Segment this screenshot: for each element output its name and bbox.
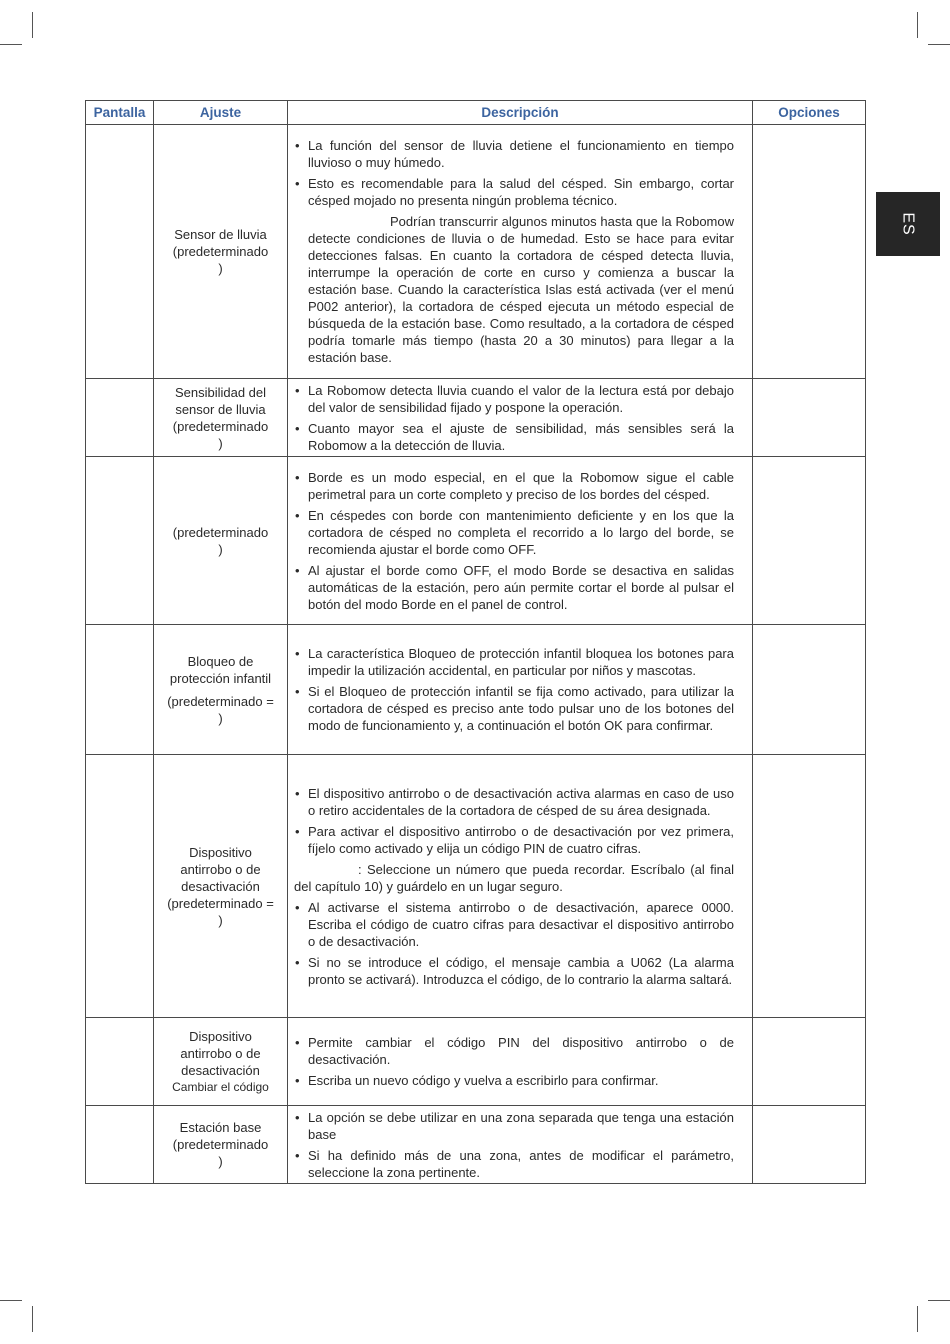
crop-mark — [928, 44, 950, 45]
table-row — [86, 1018, 866, 1106]
list-item: • Borde es un modo especial, en el que la Robomow sigue el cable perimetral para un corte completo y preciso de los bordes del césped. — [294, 469, 734, 503]
crop-mark — [32, 12, 33, 38]
ajuste-cell: (predeterminado ) — [154, 457, 288, 625]
crop-mark — [917, 12, 918, 38]
list-item: • La Robomow detecta lluvia cuando el valor de la lectura está por debajo del valor de sensibilidad fijado y pospone la operación. — [294, 382, 734, 416]
descripcion-cell — [288, 125, 753, 379]
crop-mark — [928, 1300, 950, 1301]
ajuste-cell: Dispositivo antirrobo o de desactivación (predeterminado = ) — [154, 755, 288, 1018]
list-item: • Para activar el dispositivo antirrobo o de desactivación por vez primera, fíjelo como activado y elija un código PIN de cuatro cifras. — [294, 823, 734, 857]
settings-table — [85, 100, 866, 1184]
list-item: • Cuanto mayor sea el ajuste de sensibilidad, más sensibles será la Robomow a la detección de lluvia. — [294, 420, 734, 454]
pantalla-cell — [86, 1106, 154, 1184]
descripcion-cell — [288, 1106, 753, 1184]
list-item: • Al ajustar el borde como OFF, el modo Borde se desactiva en salidas automáticas de la estación, pero aún permite cortar el borde al pulsar el botón del modo Borde en el panel de control. — [294, 562, 734, 613]
list-item: • Al activarse el sistema antirrobo o de desactivación, aparece 0000. Escriba el código de cuatro cifras para desactivar el dispositivo antirrobo o de desactivación. — [294, 899, 734, 950]
pantalla-cell — [86, 1018, 154, 1106]
opciones-cell — [753, 125, 866, 379]
crop-mark — [32, 1306, 33, 1332]
table-row — [86, 625, 866, 755]
table-row — [86, 755, 866, 1018]
ajuste-cell: Dispositivo antirrobo o de desactivación Cambiar el código — [154, 1018, 288, 1106]
table-row — [86, 1106, 866, 1184]
language-tab — [876, 192, 940, 256]
pantalla-cell — [86, 457, 154, 625]
table-header-row — [86, 101, 866, 125]
descripcion-cell — [288, 625, 753, 755]
crop-mark — [0, 1300, 22, 1301]
crop-mark — [917, 1306, 918, 1332]
header-opciones: Opciones — [753, 101, 866, 125]
opciones-cell — [753, 1106, 866, 1184]
language-tab-label: ES — [900, 212, 917, 236]
note-text: : Seleccione un número que pueda recordar. Escríbalo (al final del capítulo 10) y guárdelo en un lugar seguro. — [294, 861, 734, 894]
ajuste-cell: Sensor de lluvia (predeterminado ) — [154, 125, 288, 379]
ajuste-cell: Estación base (predeterminado ) — [154, 1106, 288, 1184]
descripcion-cell — [288, 1018, 753, 1106]
list-item: • Si no se introduce el código, el mensaje cambia a U062 (La alarma pronto se activará). Introduzca el código, de lo contrario la alarma saltará. — [294, 954, 734, 988]
opciones-cell — [753, 1018, 866, 1106]
opciones-cell — [753, 379, 866, 457]
table-row — [86, 125, 866, 379]
list-item: • La función del sensor de lluvia detiene el funcionamiento en tiempo lluvioso o muy húmedo. — [294, 137, 734, 171]
list-item: • La opción se debe utilizar en una zona separada que tenga una estación base — [294, 1109, 734, 1143]
list-item: • Esto es recomendable para la salud del césped. Sin embargo, cortar césped mojado no presenta ningún problema técnico. — [294, 175, 734, 209]
opciones-cell — [753, 755, 866, 1018]
list-item: • Si el Bloqueo de protección infantil se fija como activado, para utilizar la cortadora de césped es preciso ante todo pulsar uno de los botones del modo de funcionamiento y, a continuación el botón OK para confirmar. — [294, 683, 734, 734]
descripcion-cell — [288, 379, 753, 457]
descripcion-cell — [288, 755, 753, 1018]
pantalla-cell — [86, 755, 154, 1018]
header-ajuste: Ajuste — [154, 101, 288, 125]
pantalla-cell — [86, 379, 154, 457]
descripcion-cell — [288, 457, 753, 625]
note-text: Podrían transcurrir algunos minutos hasta que la Robomow detecte condiciones de lluvia o de humedad. Esto se hace para evitar detecciones falsas. En cuanto la cortadora de césped detecta lluvia, interrumpe la operación de corte en curso y comienza a buscar la estación base. Cuando la característica Islas está activada (ver el menú P002 anterior), la cortadora de césped ejecuta un método especial de búsqueda de la estación base. Como resultado, a la cortadora de césped podría tomarle más tiempo (hasta 20 a 30 minutos) para llegar a la estación base. — [308, 214, 734, 365]
crop-mark — [0, 44, 22, 45]
table-row — [86, 457, 866, 625]
ajuste-cell: Sensibilidad del sensor de lluvia (predeterminado ) — [154, 379, 288, 457]
list-item: • Si ha definido más de una zona, antes de modificar el parámetro, seleccione la zona pertinente. — [294, 1147, 734, 1181]
ajuste-cell: Bloqueo de protección infantil (predeterminado = ) — [154, 625, 288, 755]
table-row — [86, 379, 866, 457]
opciones-cell — [753, 457, 866, 625]
pantalla-cell — [86, 125, 154, 379]
list-item: • Permite cambiar el código PIN del dispositivo antirrobo o de desactivación. — [294, 1034, 734, 1068]
list-item: • Escriba un nuevo código y vuelva a escribirlo para confirmar. — [294, 1072, 734, 1089]
list-item: • En céspedes con borde con mantenimiento deficiente y en los que la cortadora de césped no completa el recorrido a lo largo del borde, se recomienda ajustar el borde como OFF. — [294, 507, 734, 558]
pantalla-cell — [86, 625, 154, 755]
header-descripcion: Descripción — [288, 101, 753, 125]
header-pantalla: Pantalla — [86, 101, 154, 125]
list-item: • La característica Bloqueo de protección infantil bloquea los botones para impedir la utilización accidental, en particular por niños y mascotas. — [294, 645, 734, 679]
opciones-cell — [753, 625, 866, 755]
list-item: • El dispositivo antirrobo o de desactivación activa alarmas en caso de uso o retiro accidentales de la cortadora de césped de su área designada. — [294, 785, 734, 819]
